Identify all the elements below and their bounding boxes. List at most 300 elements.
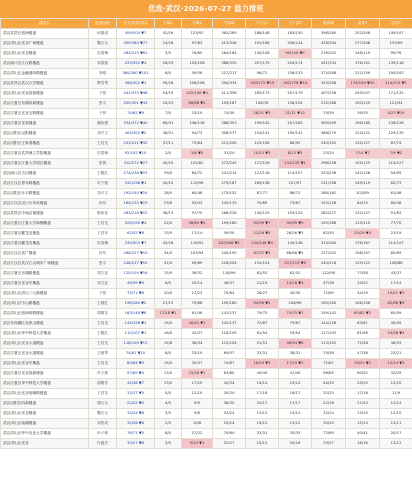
cell-lunch-peak: 118/109 <box>213 329 246 339</box>
cell-tea-2: 35/33 <box>279 429 312 439</box>
cell-store-name: 武汉汉阳区王家湾楼盘 <box>1 139 89 149</box>
cell-lunch-peak: 59/50 <box>213 229 246 239</box>
cell-night-1: 18/16 <box>346 439 380 449</box>
table-row[interactable] <box>1 239 412 249</box>
cell-night-1: 158/107 <box>346 249 380 259</box>
cell-night-1: 19/21 ▼2 <box>346 359 380 369</box>
cell-tea-2: 68/66 ▼2 <box>279 249 312 259</box>
cell-dinner-peak: 353/308 <box>312 79 346 89</box>
cell-tea-1: 10/13 ▼3 <box>246 149 279 159</box>
cell-night-2: 108/86 <box>380 259 412 269</box>
cell-manager: 刘兴文 <box>89 129 117 139</box>
table-row[interactable] <box>1 179 412 189</box>
cell-total-rank: 74/62 ▼9 <box>117 109 155 119</box>
cell-store-name: 武汉武昌区武汉大学楼盘 <box>1 79 89 89</box>
cell-dinner-peak: 155/128 <box>312 199 346 209</box>
cell-tea-2: 62/52 <box>279 269 312 279</box>
cell-tea-1: 28/27 <box>246 289 279 299</box>
header-col-tea-2[interactable]: 下午茶2 <box>279 19 312 29</box>
cell-night-1: 102/89 <box>346 189 380 199</box>
table-row[interactable] <box>1 319 412 329</box>
cell-lunch-peak: 145/133 <box>213 199 246 209</box>
cell-lunch-1: 15/0 <box>155 319 182 329</box>
table-row[interactable] <box>1 99 412 109</box>
cell-lunch-peak: 388/353 <box>213 119 246 129</box>
header-col-tea-1[interactable]: 下午茶1 <box>246 19 279 29</box>
cell-lunch-peak: 241/214 <box>213 169 246 179</box>
cell-lunch-1: 3/0 <box>155 49 182 59</box>
cell-tea-1: 207/175 <box>246 59 279 69</box>
table-row[interactable] <box>1 159 412 169</box>
cell-tea-2: 114/107 <box>279 169 312 179</box>
cell-lunch-peak: 411/356 <box>213 89 246 99</box>
cell-dinner-peak: 431/334 <box>312 59 346 69</box>
cell-lunch-2: 12/10 <box>182 389 213 399</box>
cell-store-name: 武汉洪山区光谷楼盘 <box>1 49 89 59</box>
cell-dinner-peak: 296/258 <box>312 159 346 169</box>
cell-total-rank: 76/71 ▼5 <box>117 429 155 439</box>
cell-tea-1: 15/13 <box>246 439 279 449</box>
cell-total-rank: 342/298 ▼1 <box>117 179 155 189</box>
cell-lunch-2: 153/106 <box>182 59 213 69</box>
header-col-lunch-peak[interactable]: 午高峰 <box>213 19 246 29</box>
cell-lunch-2: 36/34 <box>182 339 213 349</box>
cell-night-1: 84/75 <box>346 199 380 209</box>
cell-night-1: 39/35 <box>346 109 380 119</box>
cell-store-name: 武汉江夏区光谷大道楼盘 <box>1 349 89 359</box>
table-row[interactable] <box>1 199 412 209</box>
cell-night-1: 25/29 ▼4 <box>346 229 380 239</box>
cell-lunch-2: 23/19 <box>182 109 213 119</box>
table-row[interactable] <box>1 109 412 119</box>
table-row[interactable] <box>1 309 412 319</box>
cell-total-rank: 110/107 ▼1 <box>117 329 155 339</box>
header-col-lunch-2[interactable]: 午峰2 <box>182 19 213 29</box>
table-row[interactable] <box>1 299 412 309</box>
cell-tea-2: 20/16 <box>279 439 312 449</box>
table-row[interactable] <box>1 49 412 59</box>
cell-tea-2: 46/54 ▼8 <box>279 339 312 349</box>
table-row[interactable] <box>1 359 412 369</box>
cell-manager: 叶子豪 <box>89 179 117 189</box>
cell-dinner-peak: 23/24 <box>312 149 346 159</box>
cell-lunch-2: 146/118 <box>182 119 213 129</box>
cell-total-rank: 80/64 ▼5 <box>117 359 155 369</box>
cell-manager: 孙东 <box>89 249 117 259</box>
cell-total-rank: 196/180 ▼2 <box>117 299 155 309</box>
cell-lunch-peak: 275/187 <box>213 179 246 189</box>
cell-store-name: 武汉江夏区江夏大学园区楼盘 <box>1 159 89 169</box>
cell-total-rank: 75/71 ▼6 <box>117 289 155 299</box>
cell-night-2: 12/10 <box>380 409 412 419</box>
cell-total-rank: 205/301 ▼43 <box>117 99 155 109</box>
cell-tea-1: 191/166 <box>246 39 279 49</box>
cell-lunch-peak: 266/228 <box>213 209 246 219</box>
header-row <box>1 19 412 29</box>
cell-dinner-peak: 117/103 <box>312 329 346 339</box>
cell-night-2: 13/12 <box>380 439 412 449</box>
cell-lunch-2: 123/92 <box>182 29 213 39</box>
cell-dinner-peak: 215/188 <box>312 99 346 109</box>
cell-tea-2: 13/12 <box>279 419 312 429</box>
cell-lunch-2: 3/8 ▼5 <box>182 149 213 159</box>
cell-manager: 魏石元 <box>89 39 117 49</box>
cell-lunch-1: 40/10 <box>155 159 182 169</box>
cell-night-1: 252/208 <box>346 29 380 39</box>
table-row[interactable] <box>1 329 412 339</box>
table-row[interactable] <box>1 69 412 79</box>
table-row[interactable] <box>1 169 412 179</box>
table-row[interactable] <box>1 79 412 89</box>
cell-lunch-peak: 29/24 <box>213 419 246 429</box>
cell-store-name: 武汉洪山区恒润四路楼盘 <box>1 309 89 319</box>
cell-tea-1: 20/17 <box>246 399 279 409</box>
cell-dinner-peak: 231/198 <box>312 179 346 189</box>
table-row[interactable] <box>1 129 412 139</box>
cell-manager: 於春梅 <box>89 239 117 249</box>
cell-night-2: 82/73 <box>380 179 412 189</box>
cell-lunch-1: 8/0 <box>155 429 182 439</box>
cell-total-rank: 74/61 ▼10 <box>117 349 155 359</box>
cell-manager: 王其龙 <box>89 139 117 149</box>
cell-total-rank: 192/150 ▼24 <box>117 189 155 199</box>
cell-night-1: 174/194 ▼20 <box>346 79 380 89</box>
cell-night-1: 63/61 <box>346 319 380 329</box>
cell-tea-2: 158/133 <box>279 69 312 79</box>
cell-dinner-peak: 44/35 <box>312 379 346 389</box>
cell-dinner-peak: 237/202 <box>312 249 346 259</box>
cell-dinner-peak: 72/69 <box>312 289 346 299</box>
cell-tea-1: 92/99 ▼7 <box>246 219 279 229</box>
cell-lunch-peak: 118/99 <box>213 269 246 279</box>
cell-store-name: 武汉洪山区金融港四路楼盘 <box>1 69 89 79</box>
cell-store-name: 武汉江汉区武广楼盘 <box>1 249 89 259</box>
cell-tea-2: 90/99 ▼9 <box>279 219 312 229</box>
table-row[interactable] <box>1 419 412 429</box>
cell-total-rank: 22/22 ▼0 <box>117 399 155 409</box>
table-row[interactable] <box>1 29 412 39</box>
cell-lunch-2: 17/14 <box>182 229 213 239</box>
cell-lunch-2: 25/26 ▼1 <box>182 369 213 379</box>
table-row[interactable] <box>1 369 412 379</box>
cell-lunch-1: 3/0 <box>155 439 182 449</box>
table-row[interactable] <box>1 249 412 259</box>
cell-store-name: 武汉汉阳区永丰路楼盘 <box>1 189 89 199</box>
table-row[interactable] <box>1 209 412 219</box>
cell-tea-2: 17/19 ▼2 <box>279 359 312 369</box>
cell-manager: 魏石元 <box>89 409 117 419</box>
cell-manager: 叶子豪 <box>89 369 117 379</box>
cell-tea-2: 88/95 <box>279 139 312 149</box>
cell-night-2: 115/127 <box>380 159 412 169</box>
cell-store-name: 武汉东西湖区吴家山楼盘 <box>1 319 89 329</box>
cell-lunch-2: 60/48 <box>182 189 213 199</box>
table-row[interactable] <box>1 89 412 99</box>
cell-lunch-peak: 264/184 <box>213 49 246 59</box>
cell-store-name: 武汉硚口区古田楼盘 <box>1 169 89 179</box>
cell-total-rank: 49/39 ▼9 <box>117 279 155 289</box>
cell-store-name: 武汉洪山区华中科技大学楼盘 <box>1 329 89 339</box>
cell-night-2: 11/9 <box>380 389 412 399</box>
table-header <box>1 19 412 29</box>
cell-dinner-peak: 159/142 <box>312 309 346 319</box>
table-row[interactable] <box>1 219 412 229</box>
cell-night-1: 259/207 <box>346 89 380 99</box>
cell-night-2: 12/14 <box>380 399 412 409</box>
cell-dinner-peak: 62/50 <box>312 229 346 239</box>
table-row[interactable] <box>1 119 412 129</box>
cell-manager: 于钟 <box>89 109 117 119</box>
cell-lunch-1: 3/0 <box>155 409 182 419</box>
cell-lunch-peak: 31/24 <box>213 149 246 159</box>
cell-dinner-peak: 33/27 <box>312 439 346 449</box>
table-row[interactable] <box>1 229 412 239</box>
cell-lunch-peak: 199/180 <box>213 219 246 229</box>
cell-night-2: 7/9 ▼2 <box>380 149 412 159</box>
cell-dinner-peak: 72/69 <box>312 429 346 439</box>
cell-tea-2: 74/75 ▼1 <box>279 309 312 319</box>
cell-lunch-2: 27/23 <box>182 289 213 299</box>
cell-lunch-2: 42/37 <box>182 329 213 339</box>
table-row[interactable] <box>1 59 412 69</box>
table-row[interactable] <box>1 439 412 449</box>
cell-night-2: 65/48 <box>380 199 412 209</box>
cell-tea-1: 185/173 <box>246 89 279 99</box>
cell-tea-2: 86/72 <box>279 189 312 199</box>
table-row[interactable] <box>1 429 412 439</box>
cell-dinner-peak: 72/67 <box>312 359 346 369</box>
cell-tea-2: 79/67 <box>279 319 312 329</box>
cell-lunch-2: 97/75 <box>182 209 213 219</box>
cell-dinner-peak: 32/24 <box>312 409 346 419</box>
header-col-dinner-peak[interactable]: 晚高峰 <box>312 19 346 29</box>
cell-night-2: 61/48 <box>380 189 412 199</box>
cell-night-1: 124/121 <box>346 129 380 139</box>
cell-night-2: 136/126 <box>380 119 412 129</box>
page-title: 优选·武汉·2026-07-27 温力排班 <box>0 0 412 18</box>
cell-lunch-2: 76/65 <box>182 49 213 59</box>
cell-store-name: 武汉洪山区光谷东楼盘 <box>1 359 89 369</box>
cell-lunch-2: 94/73 <box>182 129 213 139</box>
header-col-total-rank[interactable]: 全天(实际)排名 <box>117 19 155 29</box>
cell-total-rank: 330/303 ▼7 <box>117 239 155 249</box>
cell-tea-2: 107/113 ▼6 <box>279 259 312 269</box>
cell-dinner-peak: 186/162 <box>312 189 346 199</box>
cell-night-1: 17/16 <box>346 389 380 399</box>
cell-tea-1: 16/19 ▼3 <box>246 359 279 369</box>
cell-store-name: 武汉江夏区光谷五路楼盘 <box>1 109 89 119</box>
cell-tea-1: 154/141 <box>246 129 279 139</box>
cell-night-2: 77/70 <box>380 219 412 229</box>
cell-tea-1: 33/31 <box>246 349 279 359</box>
header-col-night-1[interactable]: 夜宵1 <box>346 19 380 29</box>
cell-lunch-peak: 216/204 <box>213 259 246 269</box>
cell-store-name: 武汉洪山区光谷广场楼盘 <box>1 39 89 49</box>
cell-lunch-peak: 240/190 <box>213 249 246 259</box>
header-col-lunch-1[interactable]: 午峰1 <box>155 19 182 29</box>
cell-total-rank: 284/215 ▼61 <box>117 49 155 59</box>
cell-lunch-peak: 388/330 <box>213 59 246 69</box>
cell-night-1: 73/58 <box>346 269 380 279</box>
cell-manager: 张倩 <box>89 159 117 169</box>
cell-night-2: 190/163 <box>380 69 412 79</box>
cell-lunch-2: 73/64 <box>182 139 213 149</box>
cell-tea-1: 98/72 <box>246 69 279 79</box>
cell-store-name: 武汉江夏区藏龙岛楼盘 <box>1 229 89 239</box>
cell-night-2: 20/17 <box>380 429 412 439</box>
cell-manager: 胡赛芳 <box>89 309 117 319</box>
cell-dinner-peak: 195/186 <box>312 219 346 229</box>
cell-lunch-peak: 32/27 <box>213 439 246 449</box>
cell-tea-2: 30/30 <box>279 289 312 299</box>
cell-tea-2: 206/144 <box>279 39 312 49</box>
cell-store-name: 武汉洪山区洪山二七路楼盘 <box>1 289 89 299</box>
cell-lunch-peak: 413/346 <box>213 39 246 49</box>
cell-tea-1: 21/19 <box>246 279 279 289</box>
cell-lunch-peak: 123/104 <box>213 339 246 349</box>
table-row[interactable] <box>1 399 412 409</box>
cell-lunch-2: 115/96 <box>182 179 213 189</box>
table-row[interactable] <box>1 409 412 419</box>
cell-night-1: 60/52 <box>346 369 380 379</box>
cell-lunch-1: 2/0 <box>155 419 182 429</box>
cell-night-1: 13/10 <box>346 409 380 419</box>
cell-total-rank: 283/218 ▼22 <box>117 209 155 219</box>
cell-lunch-1: 8/0 <box>155 349 182 359</box>
cell-lunch-peak: 175/152 <box>213 189 246 199</box>
cell-dinner-peak: 396/280 <box>312 29 346 39</box>
cell-night-2: 45/45 <box>380 319 412 329</box>
table-row[interactable] <box>1 39 412 49</box>
table-row[interactable] <box>1 279 412 289</box>
cell-night-1: 21/20 <box>346 399 380 409</box>
cell-tea-1: 62/52 <box>246 269 279 279</box>
cell-dinner-peak: 144/128 <box>312 319 346 329</box>
cell-total-rank: 360/280 ▼101 <box>117 69 155 79</box>
cell-dinner-peak: 253/236 <box>312 169 346 179</box>
cell-lunch-peak: 69/57 <box>213 349 246 359</box>
cell-store-name: 武汉江汉区武汉江汉城市广场楼盘 <box>1 259 89 269</box>
cell-tea-2: 190/141 <box>279 129 312 139</box>
cell-night-1: 134/127 <box>346 139 380 149</box>
cell-manager: 王其龙 <box>89 389 117 399</box>
cell-lunch-2: 10/8 <box>182 419 213 429</box>
cell-night-1: 212/159 <box>346 69 380 79</box>
cell-store-name: 武汉江夏区武昌理工学院楼盘 <box>1 149 89 159</box>
cell-night-2: 80/69 <box>380 249 412 259</box>
cell-lunch-1: 46/21 <box>155 129 182 139</box>
cell-lunch-1: 55/18 <box>155 79 182 89</box>
cell-night-2: 65/59 <box>380 309 412 319</box>
header-col-manager[interactable]: 配送经理 <box>89 19 117 29</box>
cell-manager: 孙东 <box>89 199 117 209</box>
cell-night-1: 44/39 <box>346 289 380 299</box>
cell-tea-1: 199/142 <box>246 119 279 129</box>
cell-total-rank: 274/238 ▼23 <box>117 169 155 179</box>
cell-lunch-1: 24/18 <box>155 39 182 49</box>
table-row[interactable] <box>1 259 412 269</box>
cell-tea-1: 70/69 <box>246 199 279 209</box>
cell-lunch-peak: 193/187 <box>213 99 246 109</box>
cell-lunch-2: 102/106 ▼4 <box>182 89 213 99</box>
cell-manager: 叶子豪 <box>89 429 117 439</box>
cell-tea-2: 99/100 ▼9 <box>279 49 312 59</box>
cell-total-rank: 144/158 ▼1 <box>117 319 155 329</box>
cell-lunch-peak: 83/80 <box>213 369 246 379</box>
cell-lunch-1: 13/0 <box>155 229 182 239</box>
table-row[interactable] <box>1 269 412 279</box>
table-row[interactable] <box>1 339 412 349</box>
table-row[interactable] <box>1 349 412 359</box>
cell-dinner-peak: 96/85 <box>312 369 346 379</box>
table-row[interactable] <box>1 389 412 399</box>
cell-tea-2: 132/133 ▼1 <box>279 159 312 169</box>
cell-lunch-1: 23/6 <box>155 199 182 209</box>
cell-dinner-peak: 374/268 <box>312 69 346 79</box>
cell-night-1: 29/22 <box>346 279 380 289</box>
header-col-store[interactable]: 楼盘名 <box>1 19 89 29</box>
table-row[interactable] <box>1 149 412 159</box>
cell-lunch-1: 15/0 <box>155 269 182 279</box>
cell-tea-1: 13/13 <box>246 409 279 419</box>
cell-lunch-peak: 70/64 <box>213 289 246 299</box>
cell-store-name: 武汉江汉区汉口火车站楼盘 <box>1 199 89 209</box>
cell-night-1: 146/119 <box>346 49 380 59</box>
cell-store-name: 武汉洪山区光谷珞喻路楼盘 <box>1 389 89 399</box>
cell-store-name: 武汉江夏区东湖路楼盘 <box>1 269 89 279</box>
cell-night-1: 129/123 <box>346 259 380 269</box>
cell-lunch-peak: 190/180 <box>213 299 246 309</box>
cell-total-rank: 404/302 ▼2 <box>117 129 155 139</box>
cell-tea-1: 14/14 <box>246 379 279 389</box>
cell-tea-1: 15/12 <box>246 419 279 429</box>
cell-total-rank: 248/227 ▼10 <box>117 259 155 269</box>
cell-store-name: 武汉洪山区南湖楼盘 <box>1 419 89 429</box>
cell-manager: 付盛杰 <box>89 439 117 449</box>
cell-manager: 于弥 <box>89 289 117 299</box>
cell-store-name: 武汉江夏区光谷高新楼盘 <box>1 369 89 379</box>
header-col-night-2[interactable]: 夜宵2 <box>380 19 412 29</box>
cell-manager: 刘春燕 <box>89 59 117 69</box>
cell-lunch-1: 15/0 <box>155 359 182 369</box>
cell-lunch-peak: 70/64 <box>213 429 246 439</box>
cell-tea-1: 106/76 <box>246 99 279 109</box>
table-row[interactable] <box>1 189 412 199</box>
cell-total-rank: 32/26 ▼6 <box>117 419 155 429</box>
cell-tea-2: 107/97 <box>279 179 312 189</box>
cell-lunch-peak: 74/59 <box>213 109 246 119</box>
cell-tea-1: 17/18 <box>246 389 279 399</box>
cell-store-name: 武汉洪山区光谷楼盘 <box>1 409 89 419</box>
cell-night-2: 114/115 ▼1 <box>380 79 412 89</box>
cell-lunch-peak: 30/24 <box>213 389 246 399</box>
table-row[interactable] <box>1 139 412 149</box>
cell-tea-2: 8/13 ▼5 <box>279 149 312 159</box>
cell-night-2: 139/118 <box>380 59 412 69</box>
cell-manager: 王其东 <box>89 229 117 239</box>
cell-dinner-peak: 390/349 <box>312 119 346 129</box>
cell-total-rank: 433/352 ▼4 <box>117 59 155 69</box>
cell-lunch-1: 26/29 <box>155 59 182 69</box>
cell-lunch-1: 4/0 <box>155 399 182 409</box>
cell-total-rank: 266/227 ▼10 <box>117 249 155 259</box>
cell-lunch-1: 6/0 <box>155 279 182 289</box>
cell-night-2: 94/95 <box>380 169 412 179</box>
table-row[interactable] <box>1 289 412 299</box>
table-row[interactable] <box>1 379 412 389</box>
cell-night-2: 4/23 ▼19 <box>380 109 412 119</box>
cell-night-1: 149/119 <box>346 179 380 189</box>
